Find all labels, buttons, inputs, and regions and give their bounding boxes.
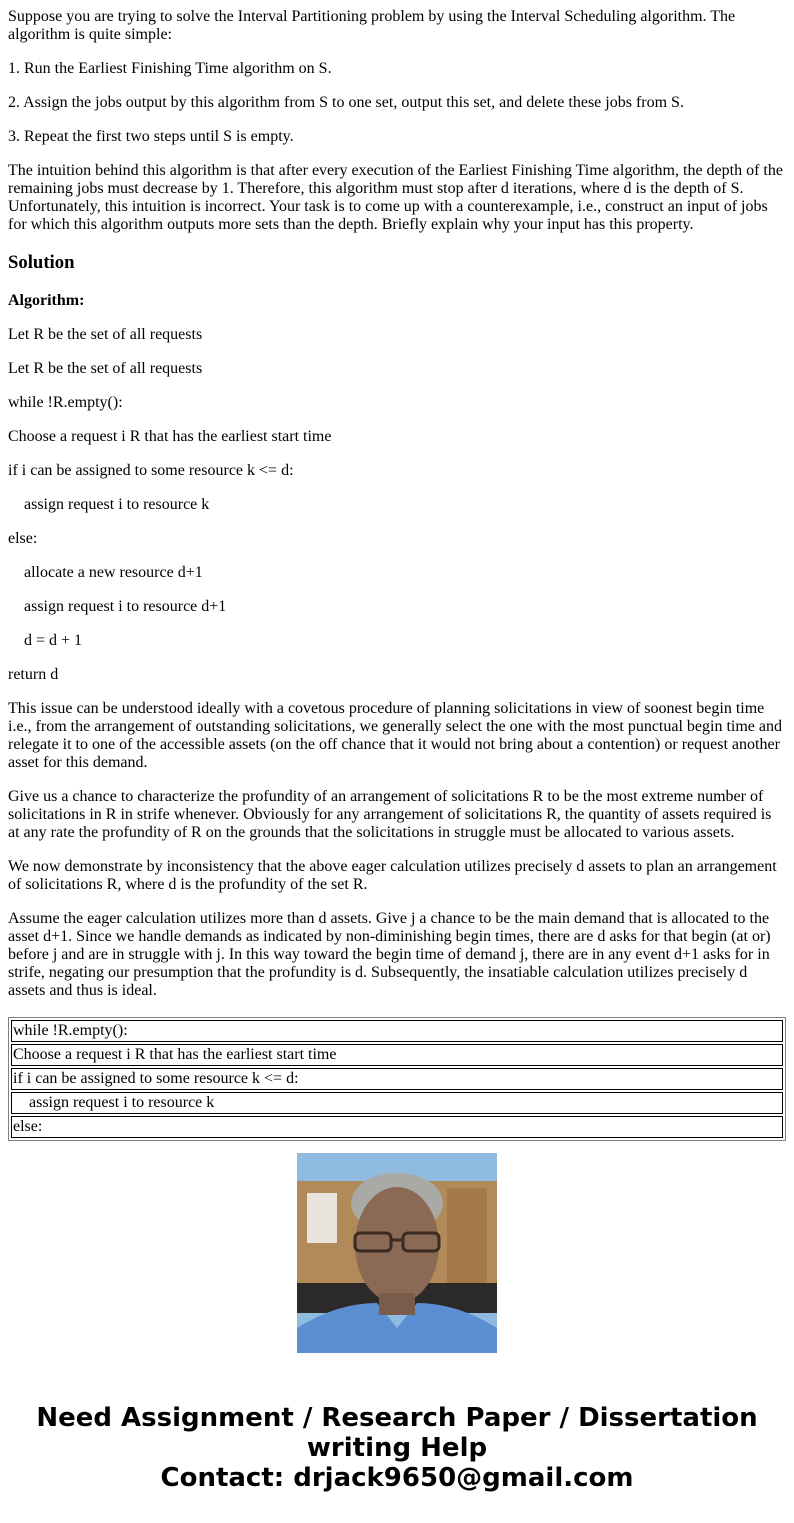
table-row <box>11 1020 783 1042</box>
table-cell: while !R.empty(): <box>11 1020 783 1042</box>
question-task: The intuition behind this algorithm is that after every execution of the Earliest Finishing Time algorithm, the depth of the remaining jobs must decrease by 1. Therefore, this algorithm must stop after d iterations, where d is the depth of S. Unfortunately, this intuition is incorrect. Your task is to come up with a counterexample, i.e., construct an input of jobs for which this algorithm outputs more sets than the depth. Briefly explain why your input has this property. <box>8 162 783 233</box>
table-cell: else: <box>11 1116 783 1138</box>
algo-line: assign request i to resource k <box>24 496 210 513</box>
author-avatar <box>297 1153 497 1353</box>
explanation-paragraph: Assume the eager calculation utilizes more than d assets. Give j a chance to be the main demand that is allocated to the asset d+1. Since we handle demands as indicated by non-diminishing begin times, there are d asks for that begin (at or) before j and are in struggle with j. In this way toward the begin time of demand j, there are in any event d+1 asks for in strife, negating our presumption that the profundity is d. Subsequently, the insatiable calculation utilizes precisely d assets and thus is ideal. <box>8 910 771 999</box>
algo-line: while !R.empty(): <box>8 394 123 411</box>
promo-contact: Contact: drjack9650@gmail.com <box>160 1463 634 1493</box>
table-cell: if i can be assigned to some resource k <= d: <box>11 1068 783 1090</box>
question-step-3: 3. Repeat the first two steps until S is empty. <box>8 128 294 145</box>
table-cell: Choose a request i R that has the earliest start time <box>11 1044 783 1066</box>
question-step-1: 1. Run the Earliest Finishing Time algorithm on S. <box>8 60 332 77</box>
algo-line: allocate a new resource d+1 <box>24 564 203 581</box>
document-body <box>8 0 786 1016</box>
solution-heading: Solution <box>8 252 75 273</box>
algo-line: return d <box>8 666 59 683</box>
explanation-paragraph: Give us a chance to characterize the profundity of an arrangement of solicitations R to be the most extreme number of solicitations in R in strife whenever. Obviously for any arrangement of solicitations R, the quantity of assets required is at any rate the profundity of R on the grounds that the solicitations in struggle must be allocated to various assets. <box>8 788 772 841</box>
portrait-icon <box>297 1153 497 1353</box>
promo-line-1: Need Assignment / Research Paper / Dissertation <box>36 1403 758 1433</box>
explanation-paragraph: We now demonstrate by inconsistency that the above eager calculation utilizes precisely d assets to plan an arrangement of solicitations R, where d is the profundity of the set R. <box>8 858 777 893</box>
table-cell: assign request i to resource k <box>11 1092 783 1114</box>
promo-line-2: writing Help <box>306 1433 488 1463</box>
algorithm-label: Algorithm: <box>8 292 85 309</box>
table-row <box>11 1068 783 1090</box>
code-table-container <box>8 1017 786 1135</box>
question-intro: Suppose you are trying to solve the Interval Partitioning problem by using the Interval Scheduling algorithm. The algorithm is quite simple: <box>8 8 736 43</box>
algo-line: if i can be assigned to some resource k <= d: <box>8 462 294 479</box>
promo-banner <box>0 1403 794 1493</box>
algo-line: d = d + 1 <box>24 632 83 649</box>
algo-line: Let R be the set of all requests <box>8 360 203 377</box>
algo-line: Let R be the set of all requests <box>8 326 203 343</box>
explanation-paragraph: This issue can be understood ideally with a covetous procedure of planning solicitations in view of soonest begin time i.e., from the arrangement of outstanding solicitations, we generally select the one with the most punctual begin time and relegate it to one of the accessible assets (on the off chance that it would not bring about a contention) or request another asset for this demand. <box>8 700 783 771</box>
table-row <box>11 1092 783 1114</box>
algo-line: else: <box>8 530 38 547</box>
table-row <box>11 1044 783 1066</box>
table-row <box>11 1116 783 1138</box>
code-table <box>8 1017 786 1141</box>
algo-line: assign request i to resource d+1 <box>24 598 227 615</box>
algo-line: Choose a request i R that has the earliest start time <box>8 428 332 445</box>
question-step-2: 2. Assign the jobs output by this algorithm from S to one set, output this set, and delete these jobs from S. <box>8 94 684 111</box>
